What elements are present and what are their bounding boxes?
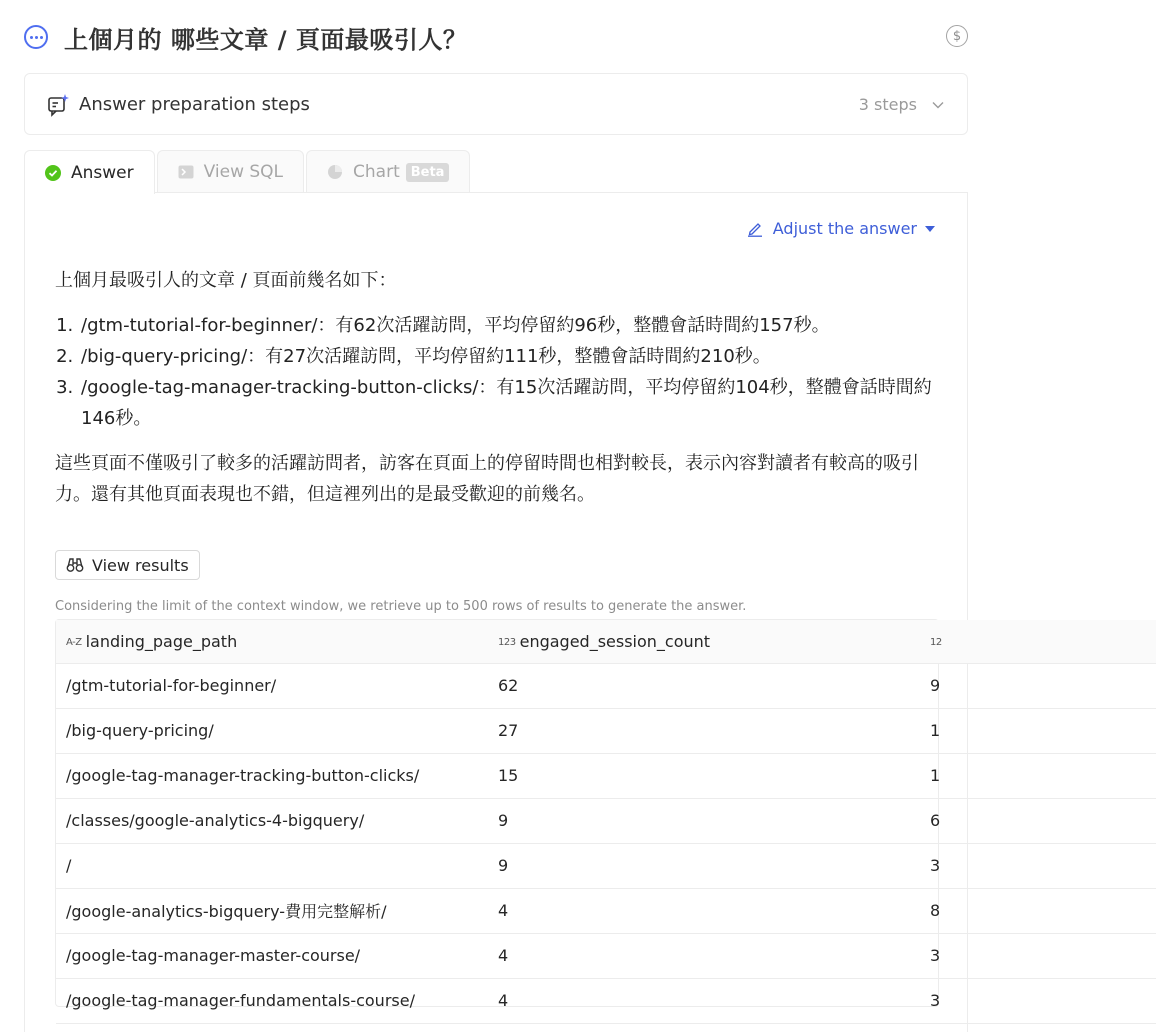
chat-bubble-icon [24, 25, 48, 49]
table-row[interactable] [56, 843, 1156, 888]
answer-panel [24, 192, 968, 1032]
table-row[interactable] [56, 888, 1156, 933]
table-header-row [56, 620, 1156, 663]
steps-label: Answer preparation steps [79, 93, 310, 115]
adjust-answer-button[interactable] [747, 219, 935, 238]
chevron-down-icon[interactable] [931, 97, 945, 111]
steps-count: 3 steps [858, 94, 917, 114]
table-cell: /google-tag-manager-fundamentals-course/ [56, 978, 488, 1023]
table-row[interactable] [56, 708, 1156, 753]
context-window-note: Considering the limit of the context window, we retrieve up to 500 rows of results to generate the answer. [55, 599, 747, 614]
table-row[interactable] [56, 933, 1156, 978]
terminal-icon [178, 164, 194, 180]
table-cell: 4 [488, 888, 920, 933]
view-results-label: View results [92, 555, 189, 575]
answer-preparation-steps[interactable] [24, 73, 968, 135]
column-header[interactable] [920, 620, 1156, 663]
table-row[interactable] [56, 663, 1156, 708]
table-cell: 8 [920, 888, 1156, 933]
table-cell: /big-query-pricing/ [56, 708, 488, 753]
answer-list-item: 1. /gtm-tutorial-for-beginner/：有62次活躍訪問，平均停留約96秒，整體會話時間約157秒。 [79, 310, 945, 341]
table-row[interactable] [56, 798, 1156, 843]
table-cell: 9 [488, 843, 920, 888]
table-cell: 62 [488, 663, 920, 708]
tab-view-sql-label: View SQL [203, 162, 284, 182]
answer-list [55, 310, 945, 434]
beta-badge: Beta [406, 163, 450, 182]
table-cell: /google-tag-manager-master-course/ [56, 933, 488, 978]
table-cell: /google-tag-manager-tracking-button-clicks/ [56, 753, 488, 798]
table-row[interactable] [56, 978, 1156, 1023]
question-title: 上個月的 哪些文章 / 頁面最吸引人？ [64, 25, 468, 54]
results-table[interactable] [55, 619, 942, 1010]
column-header[interactable]: A-Z landing_page_path [56, 620, 488, 663]
tab-answer[interactable] [24, 150, 155, 194]
answer-tabs [24, 150, 472, 193]
table-cell: 9 [488, 798, 920, 843]
table-cell: 6 [920, 798, 1156, 843]
column-header[interactable]: 123 engaged_session_count [488, 620, 920, 663]
dollar-icon[interactable]: $ [946, 25, 968, 47]
sparkle-message-icon [47, 93, 69, 115]
tab-chart-label: Chart [353, 162, 400, 182]
pie-chart-icon [327, 164, 343, 180]
answer-list-item: 3. /google-tag-manager-tracking-button-clicks/：有15次活躍訪問，平均停留約104秒，整體會話時間約146秒。 [79, 372, 945, 434]
number-type-icon: 123 [498, 636, 516, 648]
table-cell: /google-analytics-bigquery-費用完整解析/ [56, 888, 488, 933]
table-cell: / [56, 843, 488, 888]
tab-answer-label: Answer [71, 162, 134, 183]
caret-down-icon [925, 226, 935, 232]
view-results-button[interactable] [55, 550, 200, 580]
table-cell: 4 [488, 933, 920, 978]
answer-summary: 這些頁面不僅吸引了較多的活躍訪問者，訪客在頁面上的停留時間也相對較長，表示內容對讀者有較高的吸引力。還有其他頁面表現也不錯，但這裡列出的是最受歡迎的前幾名。 [55, 453, 919, 505]
table-cell: 4 [488, 978, 920, 1023]
table-cell: 1 [920, 753, 1156, 798]
adjust-answer-label: Adjust the answer [772, 219, 917, 238]
table-cell: 3 [920, 843, 1156, 888]
table-cell: 3 [920, 978, 1156, 1023]
table-cell: /classes/google-analytics-4-bigquery/ [56, 798, 488, 843]
answer-intro: 上個月最吸引人的文章 / 頁面前幾名如下： [55, 270, 397, 291]
binoculars-icon [66, 556, 84, 574]
string-type-icon: A-Z [66, 636, 82, 648]
table-cell: 1 [920, 708, 1156, 753]
question-header [24, 20, 968, 54]
check-circle-icon [45, 165, 61, 181]
answer-list-item: 2. /big-query-pricing/：有27次活躍訪問，平均停留約111秒，整體會話時間約210秒。 [79, 341, 945, 372]
table-cell: /gtm-tutorial-for-beginner/ [56, 663, 488, 708]
table-cell: 27 [488, 708, 920, 753]
tab-view-sql[interactable] [157, 150, 304, 193]
table-cell: 3 [920, 933, 1156, 978]
table-cell: 15 [488, 753, 920, 798]
table-row[interactable] [56, 753, 1156, 798]
table-cell: 9 [920, 663, 1156, 708]
number-type-icon: 12 [930, 636, 942, 648]
answer-text [55, 265, 945, 524]
pencil-icon [747, 221, 763, 237]
tab-chart[interactable] [306, 150, 470, 193]
